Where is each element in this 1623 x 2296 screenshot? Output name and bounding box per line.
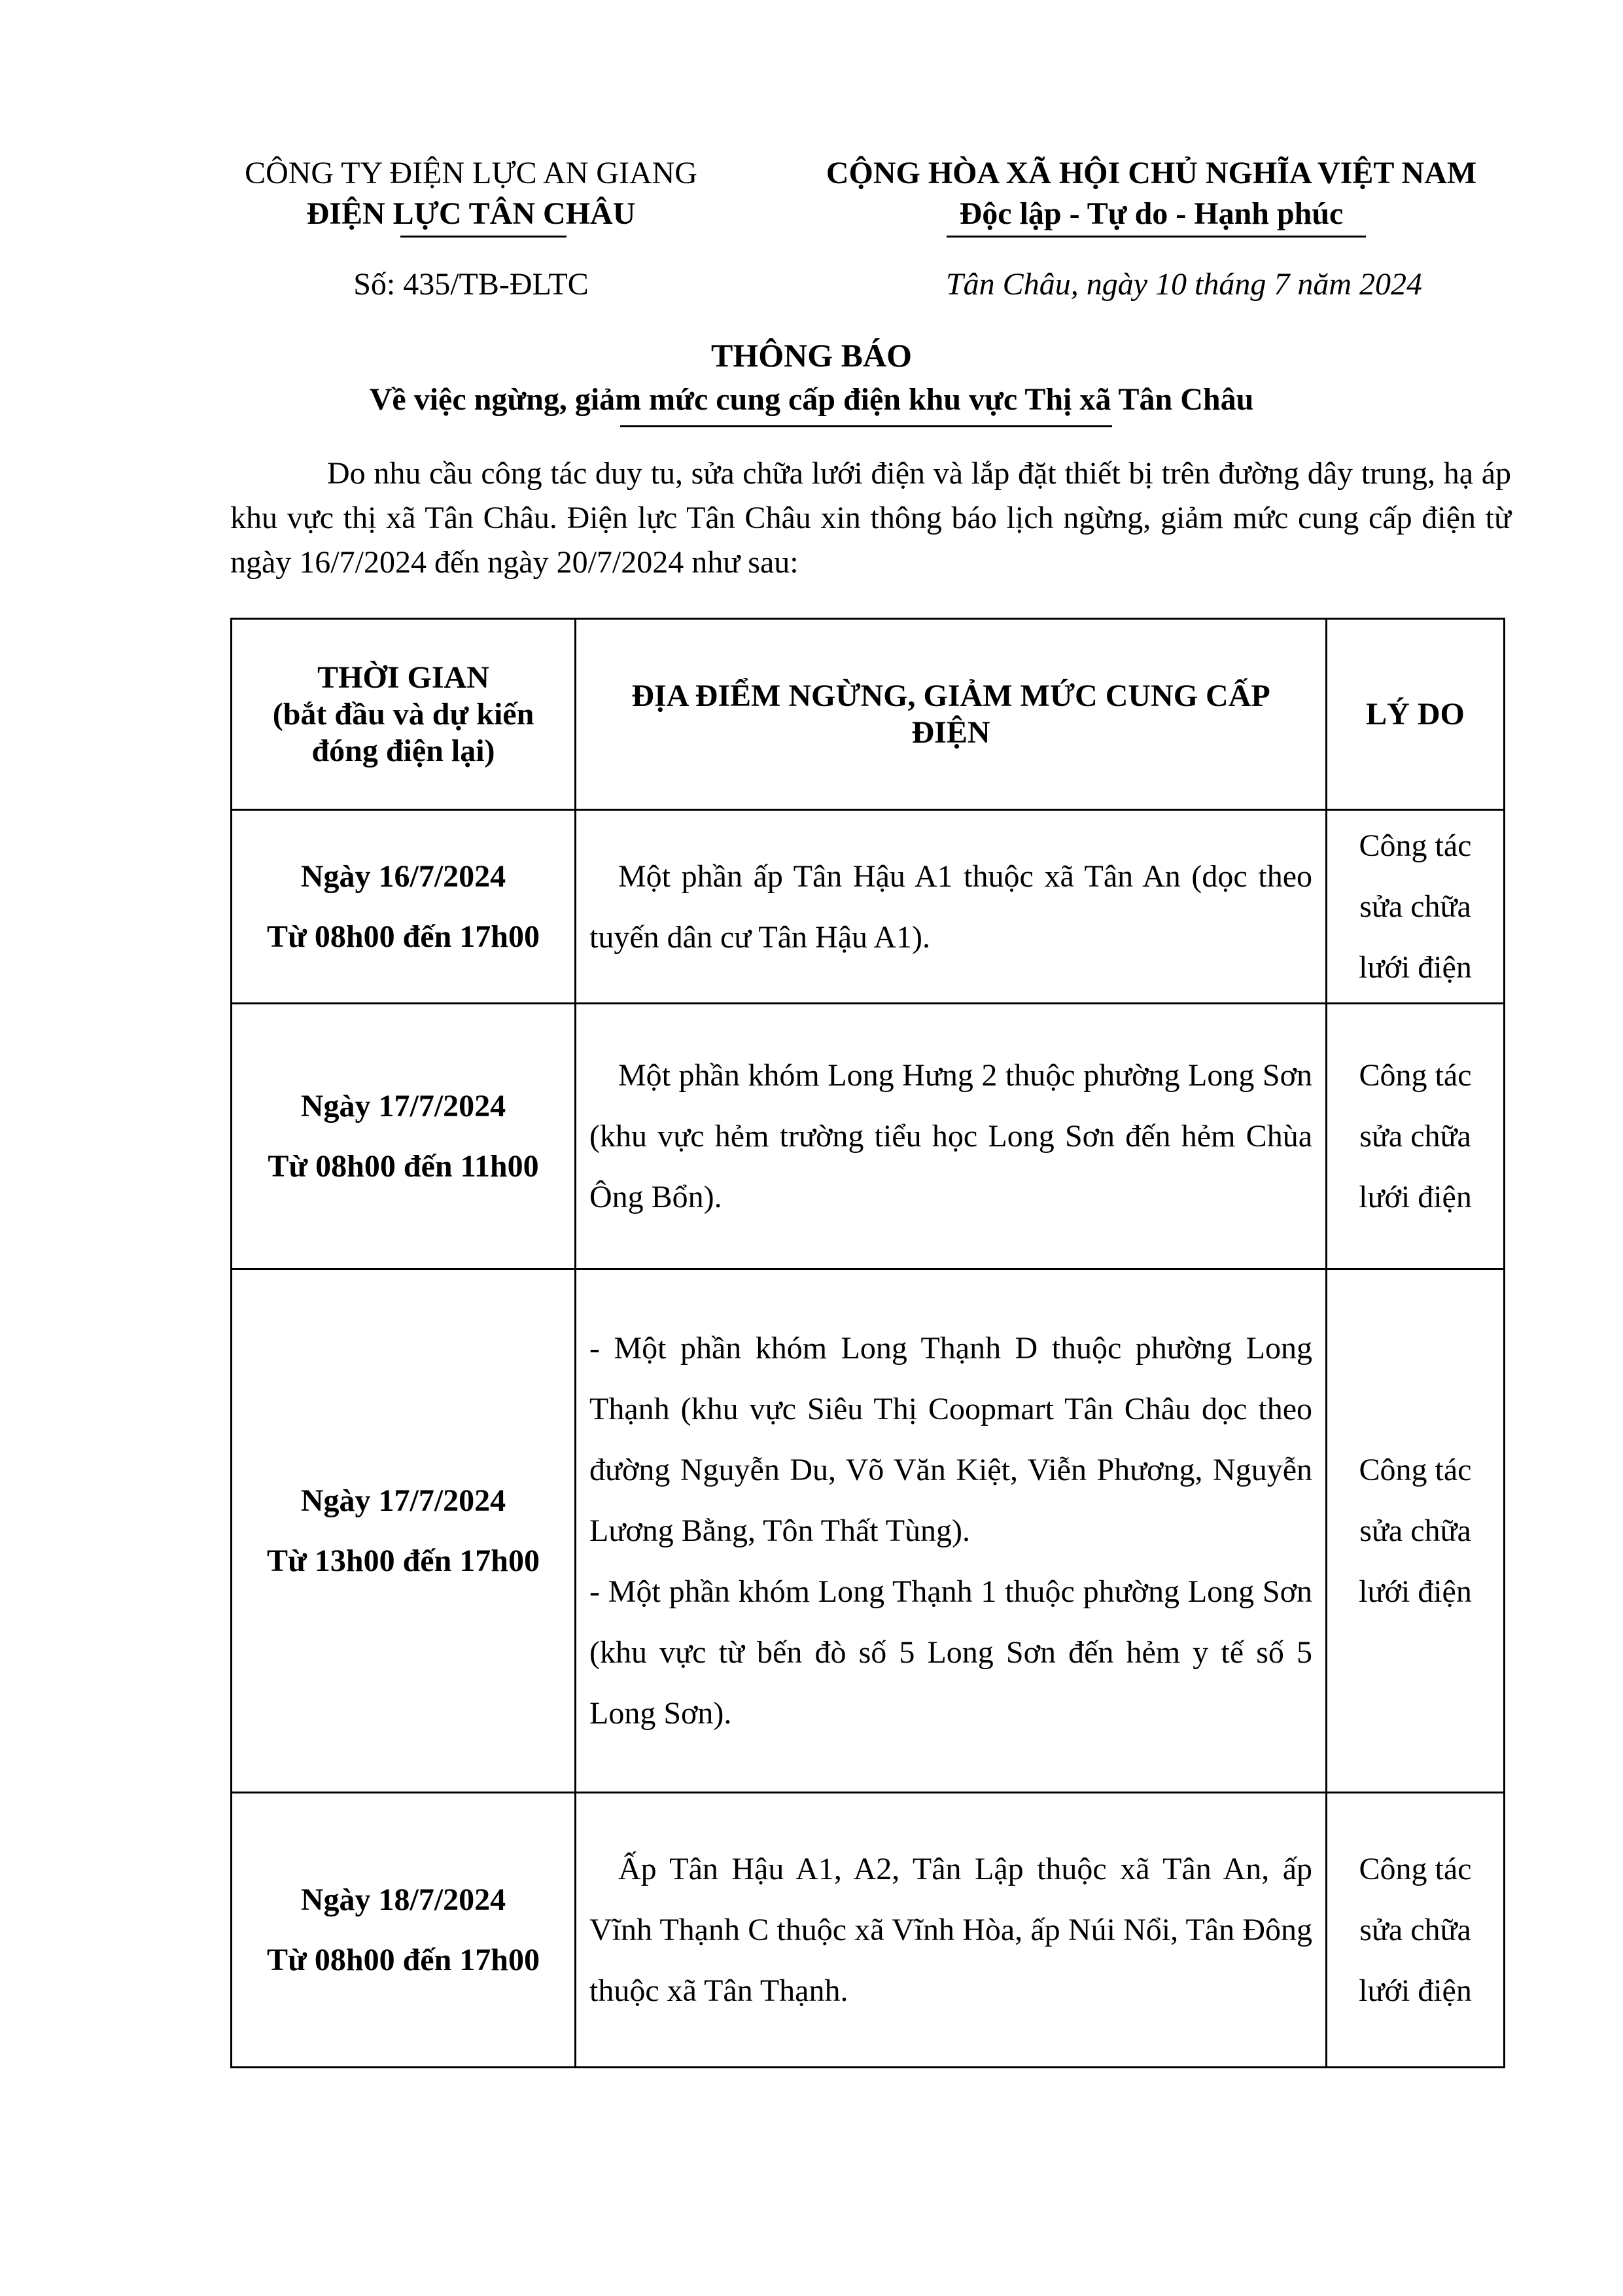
row-date: Ngày 16/7/2024: [300, 858, 506, 894]
header-reason: LÝ DO: [1327, 619, 1505, 810]
header-time-line2: (bắt đầu và dự kiến: [272, 696, 534, 732]
header-location: ĐỊA ĐIỂM NGỪNG, GIẢM MỨC CUNG CẤP ĐIỆN: [576, 619, 1327, 810]
row-location-text: Ấp Tân Hậu A1, A2, Tân Lập thuộc xã Tân An, ấp Vĩnh Thạnh C thuộc xã Vĩnh Hòa, ấp Núi Nổi, Tân Đông thuộc xã Tân Thạnh.: [589, 1852, 1312, 2008]
row-reason: Công tác sửa chữa lưới điện: [1327, 1004, 1505, 1269]
subtitle-underline: [620, 425, 1112, 427]
document-subtitle: Về việc ngừng, giảm mức cung cấp điện khu vực Thị xã Tân Châu: [369, 382, 1254, 417]
outage-schedule-table: [230, 618, 1505, 2068]
row-date: Ngày 17/7/2024: [300, 1483, 506, 1518]
intro-paragraph: Do nhu cầu công tác duy tu, sửa chữa lưới điện và lắp đặt thiết bị trên đường dây trung, hạ áp khu vực thị xã Tân Châu. Điện lực Tân Châu xin thông báo lịch ngừng, giảm mức cung cấp điện từ ngày 16/7/2024 đến ngày 20/7/2024 như sau:: [230, 456, 1511, 580]
row-location: [576, 1793, 1327, 2068]
row-location: [576, 1004, 1327, 1269]
row-location: [576, 1269, 1327, 1793]
table-row: [232, 1793, 1505, 2068]
row-hours: Từ 08h00 đến 17h00: [267, 1942, 540, 1977]
row-location: [576, 810, 1327, 1004]
row-date: Ngày 17/7/2024: [300, 1088, 506, 1123]
row-location-text: Một phần khóm Long Hưng 2 thuộc phường Long Sơn (khu vực hẻm trường tiểu học Long Sơn đến hẻm Chùa Ông Bổn).: [589, 1058, 1312, 1214]
row-hours: Từ 13h00 đến 17h00: [267, 1543, 540, 1578]
header-time-line1: THỜI GIAN: [317, 660, 489, 695]
header-time-line3: đóng điện lại): [311, 733, 495, 768]
motto-underline: [947, 236, 1366, 238]
document-title: THÔNG BÁO: [711, 337, 912, 374]
row-location-text-1: - Một phần khóm Long Thạnh D thuộc phường Long Thạnh (khu vực Siêu Thị Coopmart Tân Châu dọc theo đường Nguyễn Du, Võ Văn Kiệt, Viễn Phương, Nguyễn Lương Bằng, Tôn Thất Tùng).: [589, 1331, 1312, 1548]
unit-underline: [400, 236, 567, 238]
row-hours: Từ 08h00 đến 11h00: [268, 1148, 539, 1184]
unit-name: ĐIỆN LỰC TÂN CHÂU: [306, 196, 636, 231]
table-row: [232, 810, 1505, 1004]
header-time: [232, 619, 576, 810]
row-reason: Công tác sửa chữa lưới điện: [1327, 810, 1505, 1004]
place-date: Tân Châu, ngày 10 tháng 7 năm 2024: [945, 267, 1422, 302]
row-date: Ngày 18/7/2024: [300, 1882, 506, 1917]
row-time: [232, 1793, 576, 2068]
row-time: [232, 1004, 576, 1269]
document-number: Số: 435/TB-ĐLTC: [353, 267, 589, 302]
motto: Độc lập - Tự do - Hạnh phúc: [959, 196, 1344, 231]
country-name: CỘNG HÒA XÃ HỘI CHỦ NGHĨA VIỆT NAM: [826, 156, 1477, 190]
row-location-text-2: - Một phần khóm Long Thạnh 1 thuộc phường Long Sơn (khu vực từ bến đò số 5 Long Sơn đến hẻm y tế số 5 Long Sơn).: [589, 1574, 1312, 1731]
company-name: CÔNG TY ĐIỆN LỰC AN GIANG: [245, 156, 697, 190]
row-time: [232, 810, 576, 1004]
row-time: [232, 1269, 576, 1793]
table-header-row: [232, 619, 1505, 810]
row-hours: Từ 08h00 đến 17h00: [267, 919, 540, 954]
row-location-text: Một phần ấp Tân Hậu A1 thuộc xã Tân An (dọc theo tuyến dân cư Tân Hậu A1).: [589, 858, 1312, 955]
table-row: [232, 1004, 1505, 1269]
row-reason: Công tác sửa chữa lưới điện: [1327, 1269, 1505, 1793]
row-reason: Công tác sửa chữa lưới điện: [1327, 1793, 1505, 2068]
table-row: [232, 1269, 1505, 1793]
